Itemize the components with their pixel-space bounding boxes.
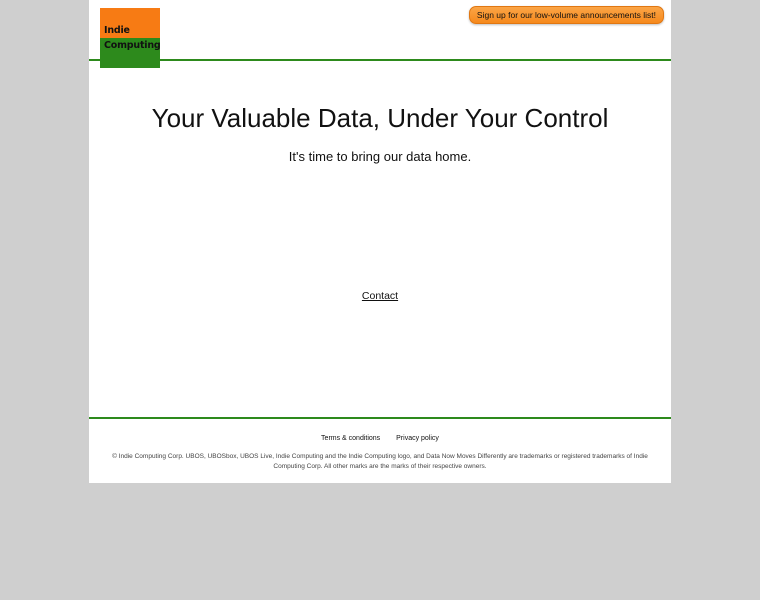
logo-text-line2: Computing xyxy=(104,40,161,51)
footer-divider xyxy=(89,417,671,419)
page-container xyxy=(89,0,671,483)
copyright-notice: © Indie Computing Corp. UBOS, UBOSbox, UBOS Live, Indie Computing and the Indie Computing logo, and Data Now Moves Differently are trademarks or registered trademarks of Indie Computing Corp. All other marks are the marks of their respective owners. xyxy=(112,453,648,470)
contact-link[interactable]: Contact xyxy=(361,290,399,302)
privacy-link[interactable]: Privacy policy xyxy=(396,435,439,442)
logo-text-line1: Indie xyxy=(104,25,130,36)
terms-link[interactable]: Terms & conditions xyxy=(321,435,381,442)
footer-links xyxy=(89,435,671,442)
page-headline: Your Valuable Data, Under Your Control xyxy=(151,103,609,133)
signup-button[interactable]: Sign up for our low-volume announcements list! xyxy=(469,6,664,24)
header-divider xyxy=(89,59,671,61)
page-subheadline: It's time to bring our data home. xyxy=(288,149,472,164)
contact-section xyxy=(89,290,671,302)
